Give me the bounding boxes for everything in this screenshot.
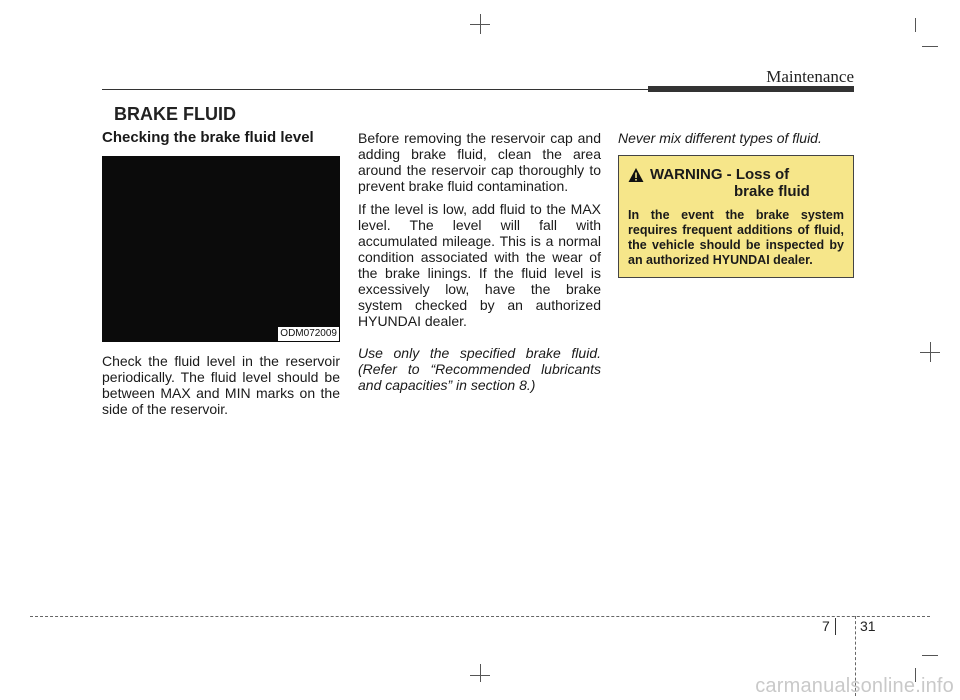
warning-box — [618, 155, 854, 278]
reservoir-photo — [102, 156, 340, 342]
registration-mark — [920, 352, 940, 353]
page-number-separator — [835, 618, 836, 635]
note-paragraph: Use only the specified brake fluid. (Refer to “Recommended lubricants and capacities” in section 8.) — [358, 345, 601, 393]
column-3 — [618, 130, 856, 278]
crop-mark — [922, 46, 938, 47]
registration-mark — [480, 664, 481, 682]
column-2 — [358, 130, 601, 400]
warning-body: In the event the brake system requires frequent additions of fluid, the vehicle should be inspected by an authorized HYUNDAI dealer. — [628, 208, 844, 267]
image-code: ODM072009 — [280, 328, 337, 339]
crop-mark — [915, 18, 916, 32]
chapter-number: 7 — [822, 618, 830, 634]
body-paragraph: Before removing the reservoir cap and adding brake fluid, clean the area around the reservoir cap thoroughly to prevent brake fluid contamination. — [358, 130, 601, 194]
section-header: Maintenance — [766, 67, 854, 86]
body-paragraph: If the level is low, add fluid to the MAX level. The level will fall with accumulated mileage. This is a normal condition associated with the wear of the brake linings. If the fluid level is excessively low, have the brake system checked by an authorized HYUNDAI dealer. — [358, 201, 601, 329]
subheading: Checking the brake fluid level — [102, 129, 314, 146]
registration-mark — [470, 675, 490, 676]
note-paragraph: Never mix different types of fluid. — [618, 130, 822, 146]
page-number: 31 — [860, 618, 876, 634]
crop-mark — [922, 655, 938, 656]
warning-triangle-icon — [628, 167, 644, 183]
page-title: BRAKE FLUID — [114, 104, 236, 124]
warning-title — [650, 166, 810, 200]
watermark: carmanualsonline.info — [755, 675, 954, 697]
body-paragraph: Check the fluid level in the reservoir periodically. The fluid level should be between MAX and MIN marks on the side of the reservoir. — [102, 353, 340, 417]
header-rule-accent — [648, 86, 854, 92]
registration-mark — [470, 24, 490, 25]
warning-header — [628, 166, 844, 200]
warning-title-line1: WARNING - Loss of — [650, 166, 790, 183]
warning-title-line2: brake fluid — [734, 183, 810, 200]
column-1 — [102, 130, 340, 424]
footer-rule — [30, 616, 930, 617]
